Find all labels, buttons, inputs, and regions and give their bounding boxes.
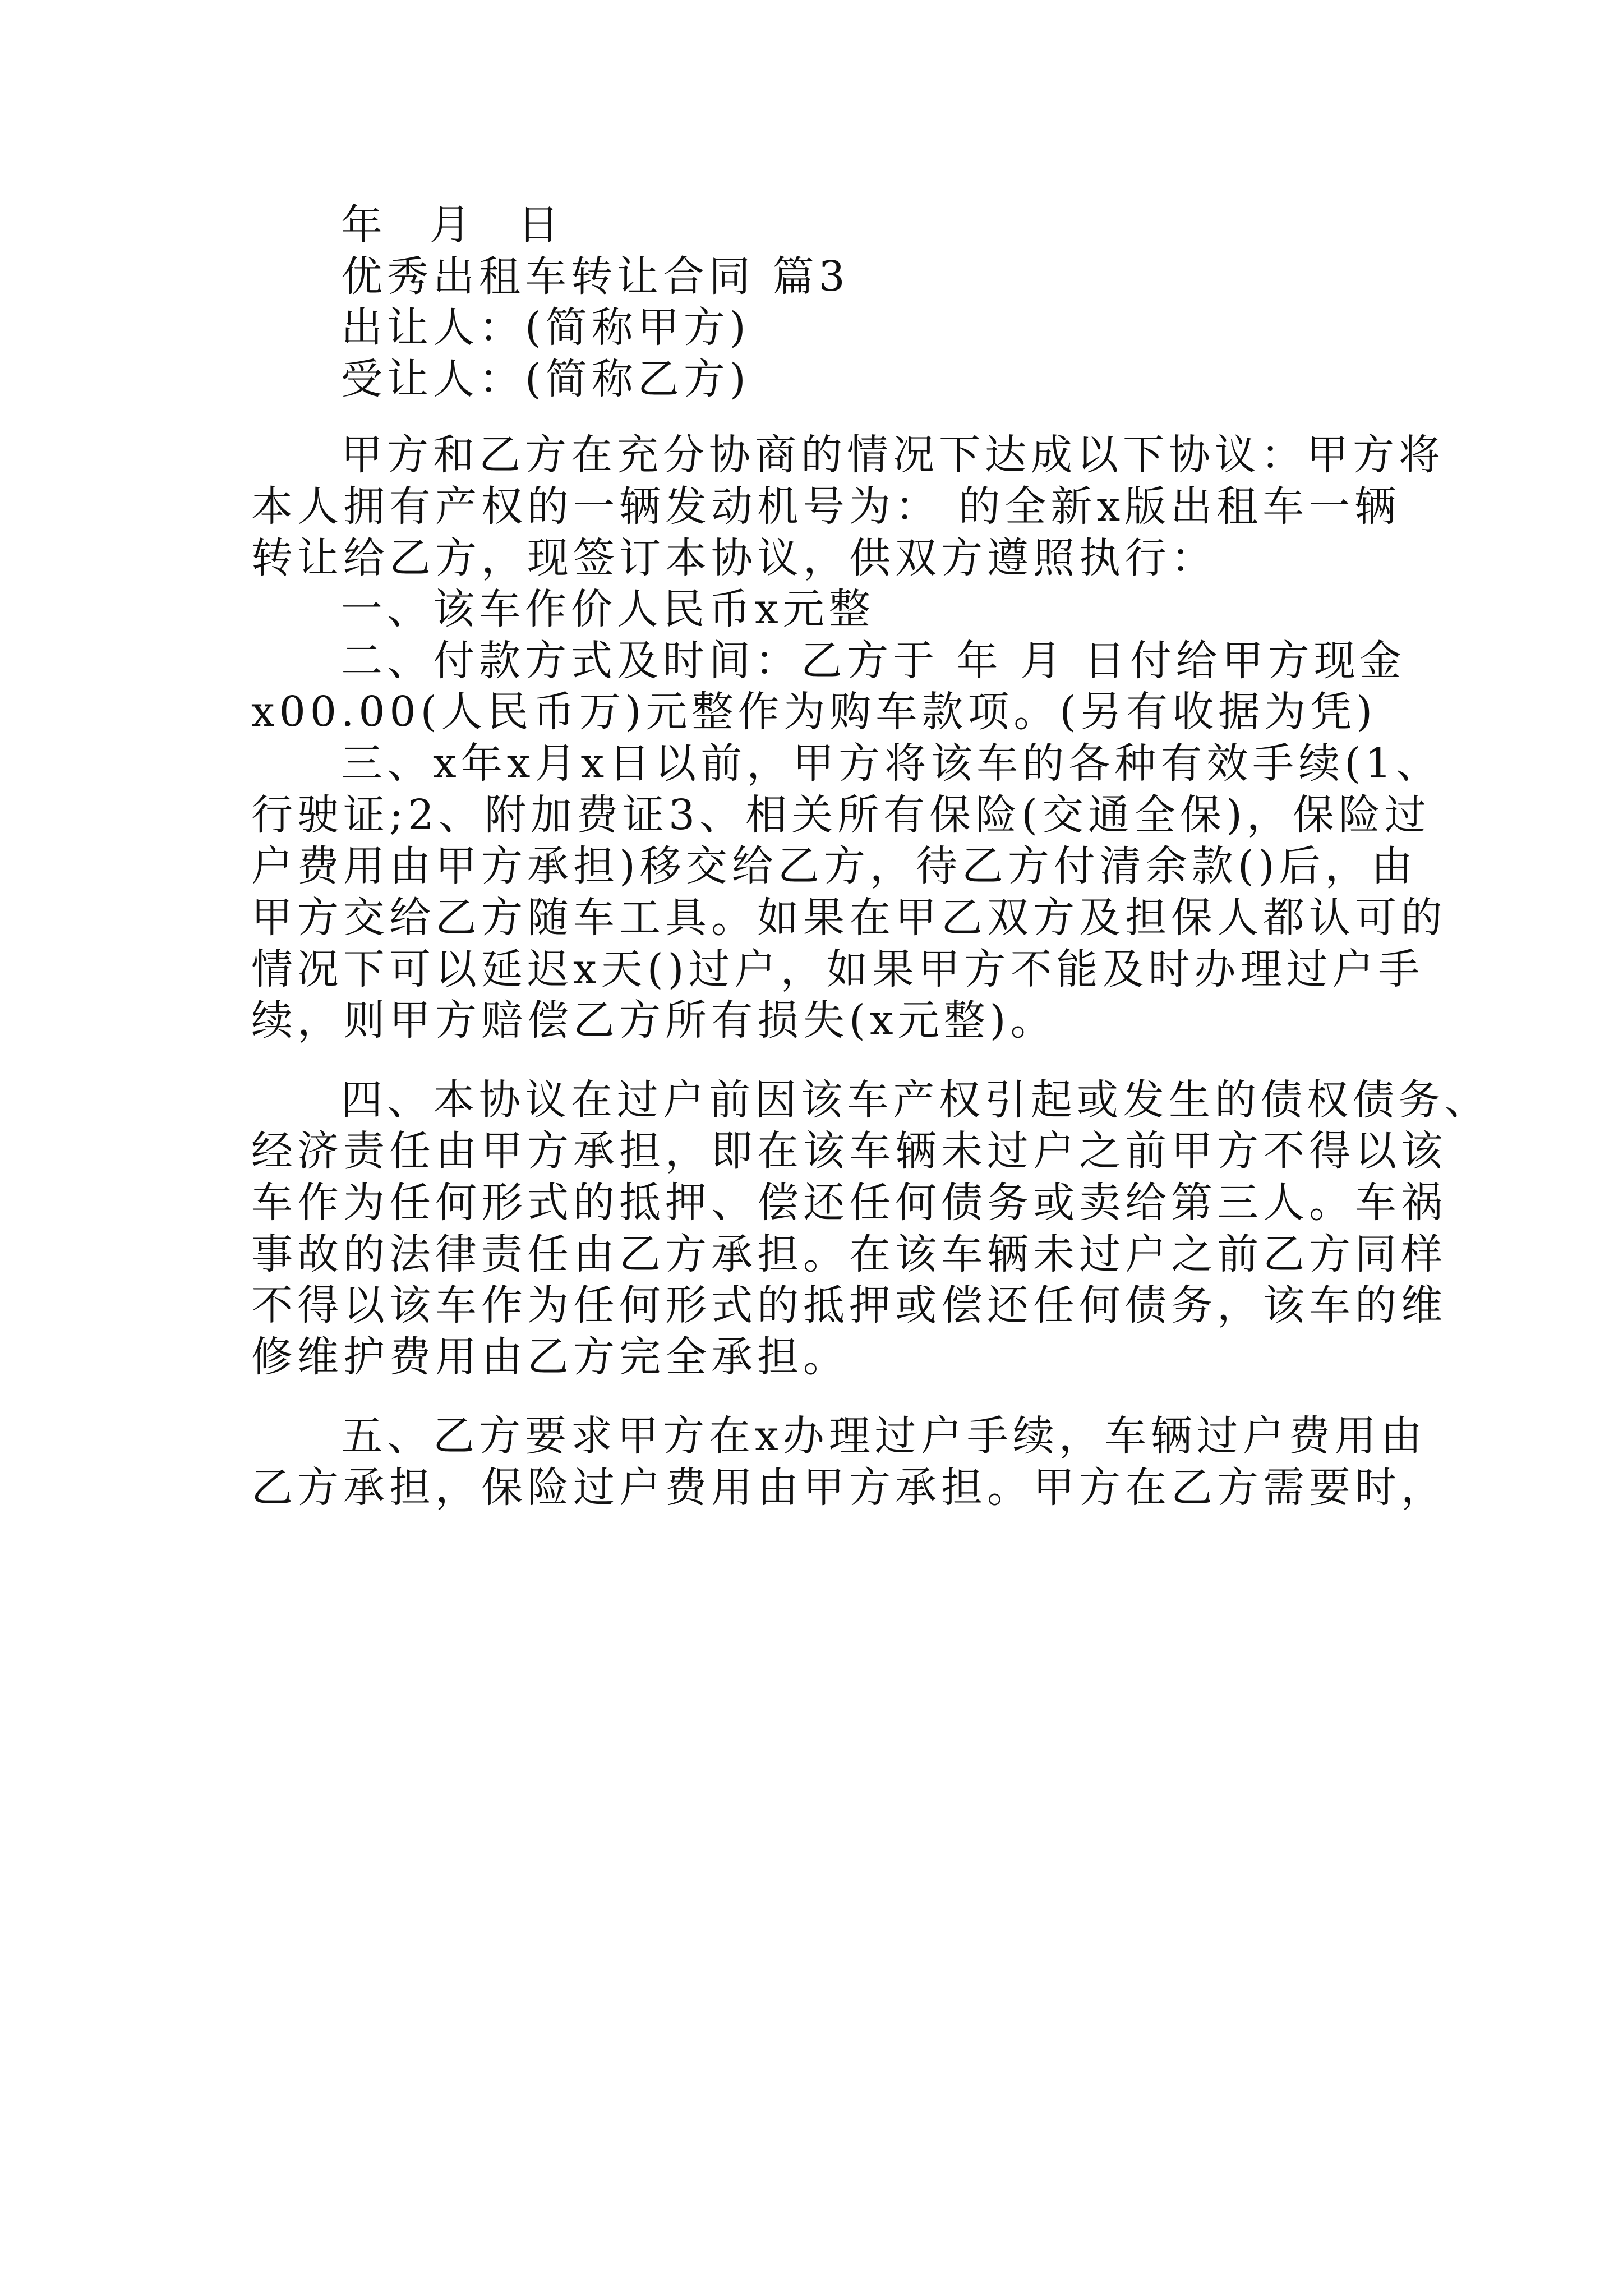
clause-four-line-1: 四、本协议在过户前因该车产权引起或发生的债权债务、: [341, 1075, 1491, 1124]
agreement-paragraph-line-3: 转让给乙方，现签订本协议，供双方遵照执行：: [251, 533, 1217, 582]
clause-three-line-4: 甲方交给乙方随车工具。如果在甲乙双方及担保人都认可的: [251, 893, 1447, 942]
clause-three-line-5: 情况下可以延迟x天()过户，如果甲方不能及时办理过户手: [251, 945, 1424, 993]
clause-two-line-2: x00.00(人民币万)元整作为购车款项。(另有收据为凭): [251, 688, 1377, 737]
clause-four-line-6: 修维护费用由乙方完全承担。: [251, 1332, 849, 1381]
clause-two-line-1: 二、付款方式及时间：乙方于 年 月 日付给甲方现金: [341, 636, 1406, 685]
contract-text: [251, 201, 1491, 1512]
transferee-line: 受让人：(简称乙方): [341, 355, 750, 403]
clause-five-line-1: 五、乙方要求甲方在x办理过户手续，车辆过户费用由: [341, 1412, 1427, 1461]
clause-four-line-3: 车作为任何形式的抵押、偿还任何债务或卖给第三人。车祸: [251, 1178, 1447, 1227]
clause-three-line-2: 行驶证;2、附加费证3、相关所有保险(交通全保)，保险过: [251, 790, 1431, 839]
contract-title: 优秀出租车转让合同 篇3: [341, 252, 850, 301]
agreement-paragraph-line-1: 甲方和乙方在充分协商的情况下达成以下协议：甲方将: [341, 431, 1445, 480]
transferor-line: 出让人：(简称甲方): [341, 303, 750, 352]
clause-three-line-6: 续，则甲方赔偿乙方所有损失(x元整)。: [251, 996, 1057, 1045]
agreement-paragraph-line-2: 本人拥有产权的一辆发动机号为： 的全新x版出租车一辆: [251, 482, 1401, 531]
clause-one: 一、该车作价人民币x元整: [341, 585, 875, 634]
date-line: 年 月 日: [341, 201, 577, 249]
clause-five-line-2: 乙方承担，保险过户费用由甲方承担。甲方在乙方需要时，: [251, 1464, 1447, 1512]
clause-four-line-4: 事故的法律责任由乙方承担。在该车辆未过户之前乙方同样: [251, 1230, 1447, 1278]
clause-four-line-5: 不得以该车作为任何形式的抵押或偿还任何债务，该车的维: [251, 1281, 1447, 1330]
clause-three-line-3: 户费用由甲方承担)移交给乙方，待乙方付清余款()后，由: [251, 842, 1417, 891]
clause-four-line-2: 经济责任由甲方承担，即在该车辆未过户之前甲方不得以该: [251, 1127, 1447, 1176]
clause-three-line-1: 三、x年x月x日以前，甲方将该车的各种有效手续(1、: [341, 739, 1442, 788]
